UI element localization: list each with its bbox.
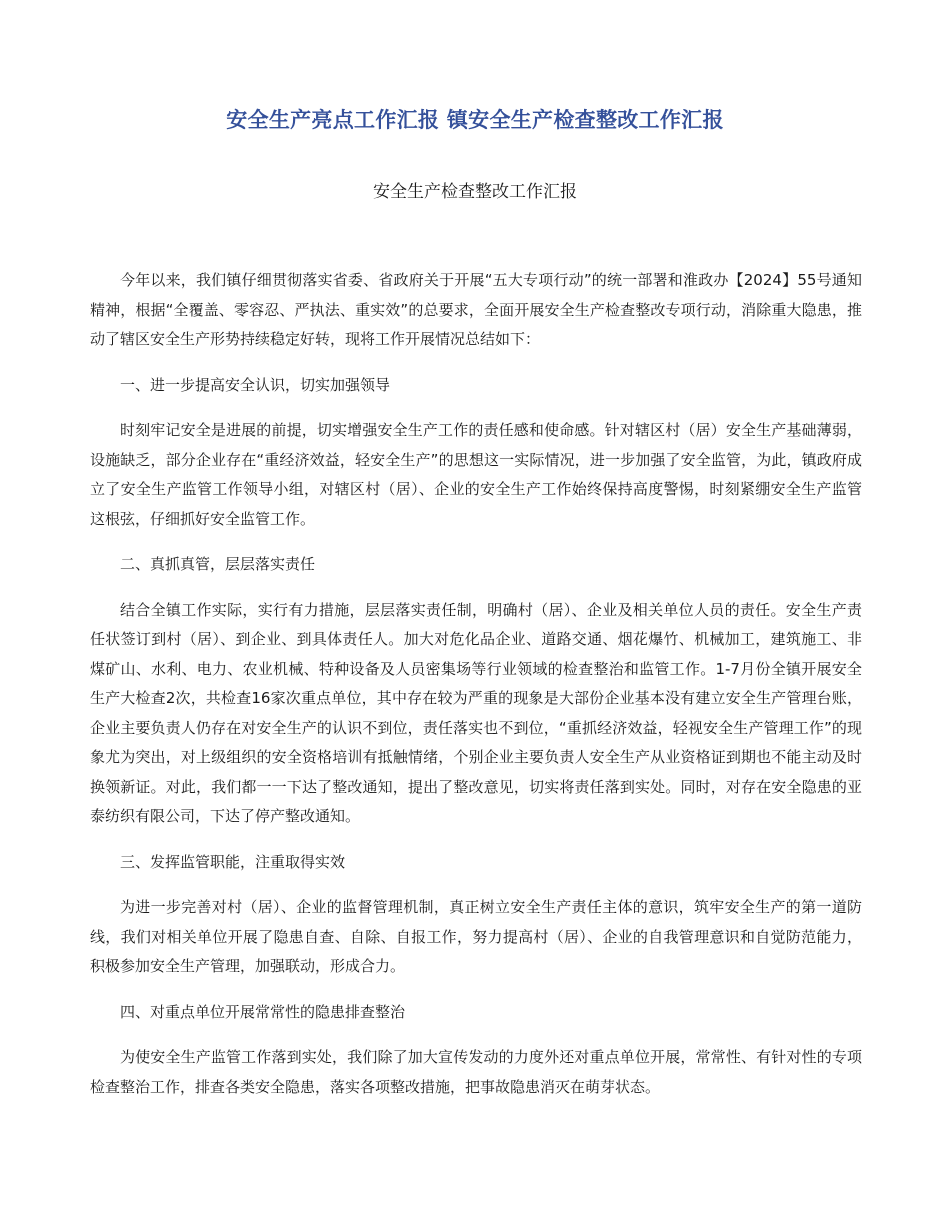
document-title: 安全生产亮点工作汇报 镇安全生产检查整改工作汇报 <box>226 108 724 132</box>
section-heading-3: 三、发挥监管职能，注重取得实效 <box>120 852 346 871</box>
section-heading-4: 四、对重点单位开展常常性的隐患排查整治 <box>120 1002 406 1021</box>
intro-paragraph: 今年以来，我们镇仔细贯彻落实省委、省政府关于开展“五大专项行动”的统一部署和淮政办【2024】55号通知精神，根据“全覆盖、零容忍、严执法、重实效”的总要求，全面开展安全生产检查整改专项行动，消除重大隐患，推动了辖区安全生产形势持续稳定好转，现将工作开展情况总结如下： <box>90 271 862 348</box>
section-body-3: 为进一步完善对村（居）、企业的监督管理机制，真正树立安全生产责任主体的意识，筑牢安全生产的第一道防线，我们对相关单位开展了隐患自查、自除、自报工作，努力提高村（居）、企业的自我管理意识和自觉防范能力，积极参加安全生产管理，加强联动，形成合力。 <box>90 898 862 975</box>
section-heading-2: 二、真抓真管，层层落实责任 <box>120 555 316 573</box>
section-heading-1: 一、进一步提高安全认识，切实加强领导 <box>120 375 391 394</box>
section-body-4: 为使安全生产监管工作落到实处，我们除了加大宣传发动的力度外还对重点单位开展，常常性、有针对性的专项检查整治工作，排查各类安全隐患，落实各项整改措施，把事故隐患消灭在萌芽状态。 <box>90 1048 862 1096</box>
document-body <box>90 266 862 1118</box>
section-body-1: 时刻牢记安全是进展的前提，切实增强安全生产工作的责任感和使命感。针对辖区村（居）安全生产基础薄弱，设施缺乏，部分企业存在“重经济效益，轻安全生产”的思想这一实际情况，进一步加强了安全监管，为此，镇政府成立了安全生产监管工作领导小组，对辖区村（居）、企业的安全生产工作始终保持高度警惕，时刻紧绷安全生产监管这根弦，仔细抓好安全监管工作。 <box>90 421 862 528</box>
document-subtitle: 安全生产检查整改工作汇报 <box>373 182 577 202</box>
section-body-2: 结合全镇工作实际，实行有力措施，层层落实责任制，明确村（居）、企业及相关单位人员的责任。安全生产责任状签订到村（居）、到企业、到具体责任人。加大对危化品企业、道路交通、烟花爆竹、机械加工，建筑施工、非煤矿山、水利、电力、农业机械、特种设备及人员密集场等行业领域的检查整治和监管工作。1-7月份全镇开展安全生产大检查2次，共检查16家次重点单位，其中存在较为严重的现象是大部份企业基本没有建立安全生产管理台账，企业主要负责人仍存在对安全生产的认识不到位，责任落实也不到位，“重抓经济效益，轻视安全生产管理工作”的现象尤为突出，对上级组织的安全资格培训有抵触情绪，个别企业主要负责人安全生产从业资格证到期也不能主动及时换领新证。对此，我们都一一下达了整改通知，提出了整改意见，切实将责任落到实处。同时，对存在安全隐患的亚泰纺织有限公司，下达了停产整改通知。 <box>90 600 862 825</box>
